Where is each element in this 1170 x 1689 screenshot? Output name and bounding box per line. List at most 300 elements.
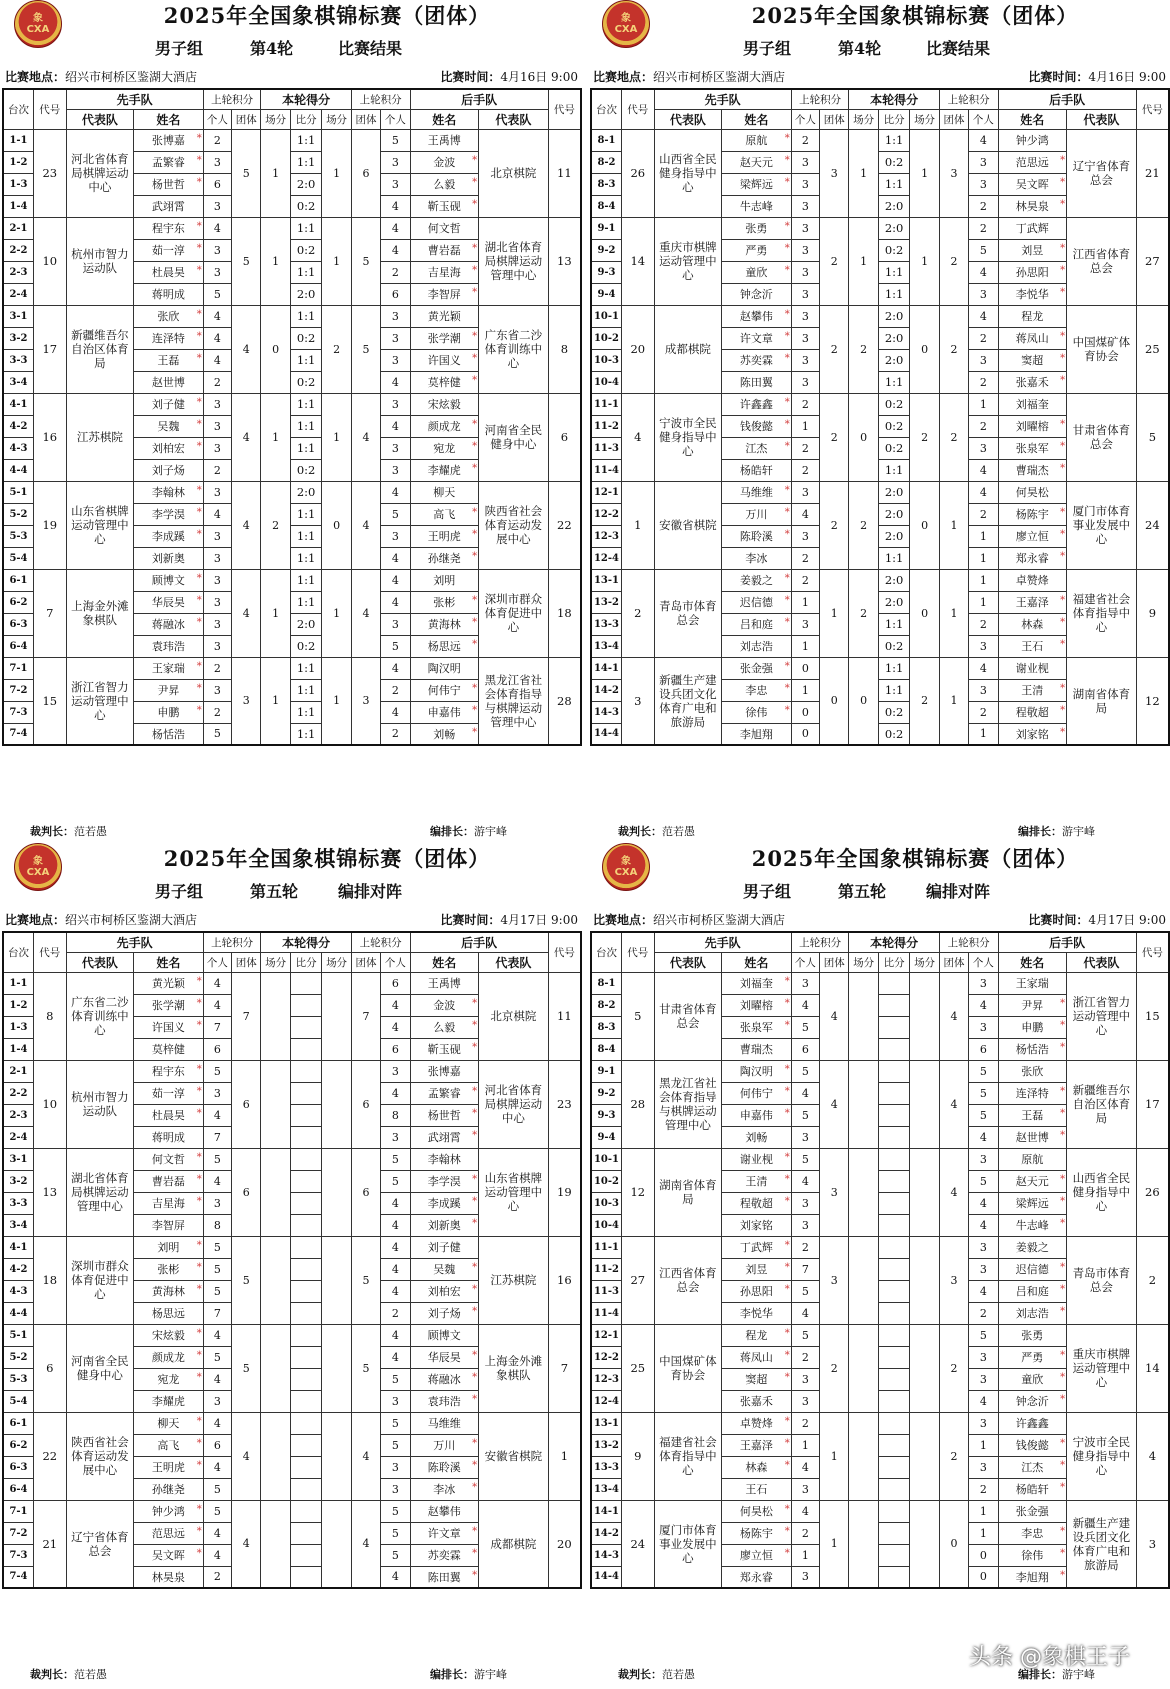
away-player: 张欣 xyxy=(998,1060,1067,1082)
mark: * xyxy=(472,374,478,386)
home-player: 江杰 * xyxy=(722,437,792,459)
table-number: 4-1 xyxy=(3,393,33,415)
board-score: 1:1 xyxy=(878,613,910,635)
home-code: 9 xyxy=(621,1412,654,1500)
mark: * xyxy=(784,220,790,232)
board-score xyxy=(290,1324,322,1346)
board-score xyxy=(878,1478,910,1500)
home-player: 茹一淳 * xyxy=(134,1082,204,1104)
home-code: 8 xyxy=(33,972,66,1060)
away-player: 武翊霄 * xyxy=(410,1126,479,1148)
home-code: 20 xyxy=(621,305,654,393)
away-player-points: 1 xyxy=(969,393,998,415)
away-team-points: 5 xyxy=(351,1324,380,1412)
away-player: 申嘉伟 * xyxy=(410,701,479,723)
mark: * xyxy=(784,1459,790,1471)
board-score: 1:1 xyxy=(290,393,322,415)
away-player-points: 3 xyxy=(969,173,998,195)
header-sub: 代表队 xyxy=(479,952,549,972)
mark: * xyxy=(1060,528,1066,540)
chief-arranger: 编排长：游宇峰 xyxy=(1018,825,1095,838)
away-team: 成都棋院 xyxy=(479,1500,549,1588)
table-number: 7-4 xyxy=(3,1566,33,1588)
home-player: 茹一淳 * xyxy=(134,239,204,261)
table-number: 7-4 xyxy=(3,723,33,745)
board-score: 1:1 xyxy=(878,261,910,283)
table-number: 7-3 xyxy=(3,701,33,723)
home-code: 13 xyxy=(33,1148,66,1236)
home-player: 何昊松 * xyxy=(722,1500,792,1522)
away-team: 青岛市体育总会 xyxy=(1067,1236,1137,1324)
table-row xyxy=(591,1412,1169,1434)
home-player: 许国义 * xyxy=(134,1016,204,1038)
table-number: 4-2 xyxy=(3,1258,33,1280)
away-code: 2 xyxy=(1136,1236,1169,1324)
away-match-points xyxy=(910,1412,939,1500)
header-sub: 代表队 xyxy=(1067,952,1137,972)
away-player-points: 3 xyxy=(381,151,410,173)
table-number: 14-1 xyxy=(591,1500,621,1522)
table-number: 13-1 xyxy=(591,1412,621,1434)
board-score xyxy=(878,1148,910,1170)
chief-arranger-name: 游宇峰 xyxy=(1062,825,1095,838)
away-code: 23 xyxy=(548,1060,581,1148)
home-player-points: 1 xyxy=(791,679,819,701)
mark: * xyxy=(784,154,790,166)
away-player-points: 4 xyxy=(381,217,410,239)
home-player: 王家瑞 * xyxy=(134,657,204,679)
away-player: 刘曜榕 * xyxy=(998,415,1067,437)
mark: * xyxy=(196,418,202,430)
board-score: 1:1 xyxy=(290,437,322,459)
home-player: 杨世哲 * xyxy=(134,173,204,195)
table-number: 12-4 xyxy=(591,547,621,569)
table-number: 11-1 xyxy=(591,393,621,415)
away-player-points: 3 xyxy=(381,437,410,459)
chief-arranger: 编排长：游宇峰 xyxy=(430,1668,507,1681)
header-this-round: 本轮得分 xyxy=(261,932,351,952)
mark: * xyxy=(784,1019,790,1031)
away-player-points: 5 xyxy=(969,1060,998,1082)
home-team: 深圳市群众体育促进中心 xyxy=(66,1236,133,1324)
match-time: 比赛时间：4月16日 9:00 xyxy=(1028,70,1166,84)
mark: * xyxy=(472,1129,478,1141)
table-number: 4-1 xyxy=(3,1236,33,1258)
away-player: 牛志峰 * xyxy=(998,1214,1067,1236)
away-code: 28 xyxy=(548,657,581,745)
away-player: 黄海林 * xyxy=(410,613,479,635)
away-player-points: 4 xyxy=(969,657,998,679)
away-player-points: 2 xyxy=(969,503,998,525)
venue-value: 绍兴市柯桥区鉴湖大酒店 xyxy=(653,913,786,927)
board-score: 1:1 xyxy=(290,547,322,569)
home-player-points: 4 xyxy=(203,1324,231,1346)
away-player: 靳玉砚 * xyxy=(410,195,479,217)
mark: * xyxy=(196,176,202,188)
kind-label: 比赛结果 xyxy=(926,39,991,58)
away-team-points: 6 xyxy=(351,1148,380,1236)
home-player: 曹岩磊 * xyxy=(134,1170,204,1192)
home-team: 上海金外滩象棋队 xyxy=(66,569,133,657)
away-match-points: 2 xyxy=(322,305,351,393)
home-player: 陈聆溪 * xyxy=(722,525,792,547)
home-team: 新疆生产建设兵团文化体育广电和旅游局 xyxy=(654,657,721,745)
away-match-points: 1 xyxy=(322,657,351,745)
home-player: 刘明 * xyxy=(134,1236,204,1258)
board-score: 0:2 xyxy=(290,327,322,349)
away-code: 11 xyxy=(548,129,581,217)
mark: * xyxy=(472,550,478,562)
away-team-points: 4 xyxy=(351,1500,380,1588)
board-score: 2:0 xyxy=(878,569,910,591)
table-number: 9-4 xyxy=(591,1126,621,1148)
chief-referee-name: 范若愚 xyxy=(662,825,695,838)
away-player: 童欣 * xyxy=(998,1368,1067,1390)
away-player-points: 1 xyxy=(969,1500,998,1522)
mark: * xyxy=(196,1173,202,1185)
chief-arranger: 编排长：游宇峰 xyxy=(430,825,507,838)
away-code: 26 xyxy=(1136,1148,1169,1236)
home-player: 刘昱 * xyxy=(722,1258,792,1280)
home-team: 宁波市全民健身指导中心 xyxy=(654,393,721,481)
away-team: 河南省全民健身中心 xyxy=(479,393,549,481)
table-number: 1-1 xyxy=(3,972,33,994)
table-row xyxy=(3,393,581,415)
home-match-points: 0 xyxy=(849,393,878,481)
mark: * xyxy=(784,975,790,987)
home-team: 甘肃省体育总会 xyxy=(654,972,721,1060)
away-player: 孙继尧 * xyxy=(410,547,479,569)
header-code: 代号 xyxy=(33,89,66,129)
mark: * xyxy=(472,638,478,650)
away-team-points: 3 xyxy=(351,657,380,745)
away-player-points: 3 xyxy=(381,349,410,371)
chief-arranger: 编排长：游宇峰 xyxy=(1018,1668,1095,1681)
away-player-points: 2 xyxy=(381,679,410,701)
away-player: 刘畅 * xyxy=(410,723,479,745)
home-player: 张泉军 * xyxy=(722,1016,792,1038)
cxa-logo-icon xyxy=(602,843,650,891)
away-team: 新疆生产建设兵团文化体育广电和旅游局 xyxy=(1067,1500,1137,1588)
header-sub: 代表队 xyxy=(66,109,133,129)
board-score: 2:0 xyxy=(878,481,910,503)
board-score xyxy=(290,1522,322,1544)
table-number: 14-4 xyxy=(591,1566,621,1588)
away-match-points: 2 xyxy=(910,657,939,745)
board-score xyxy=(290,1126,322,1148)
away-team-points: 2 xyxy=(939,305,968,393)
away-player: 么毅 * xyxy=(410,173,479,195)
home-player-points: 4 xyxy=(203,1456,231,1478)
mark: * xyxy=(1060,997,1066,1009)
home-player-points: 3 xyxy=(791,1390,819,1412)
mark: * xyxy=(1060,1041,1066,1053)
home-player: 陶汉明 * xyxy=(722,1060,792,1082)
home-player-points: 3 xyxy=(791,1478,819,1500)
away-team-points: 4 xyxy=(939,972,968,1060)
header-table-no: 台次 xyxy=(591,89,621,129)
away-team-points: 5 xyxy=(351,217,380,305)
mark: * xyxy=(1060,352,1066,364)
mark: * xyxy=(196,1239,202,1251)
away-player-points: 4 xyxy=(381,371,410,393)
home-player-points: 3 xyxy=(791,261,819,283)
table-number: 7-3 xyxy=(3,1544,33,1566)
away-player-points: 5 xyxy=(381,129,410,151)
home-code: 24 xyxy=(621,1500,654,1588)
board-score: 2:0 xyxy=(878,217,910,239)
table-number: 14-3 xyxy=(591,701,621,723)
mark: * xyxy=(784,528,790,540)
home-player-points: 4 xyxy=(203,503,231,525)
table-number: 10-1 xyxy=(591,305,621,327)
away-code: 19 xyxy=(548,1148,581,1236)
home-code: 27 xyxy=(621,1236,654,1324)
away-player: 孙思阳 * xyxy=(998,261,1067,283)
home-player-points: 0 xyxy=(791,657,819,679)
venue-value: 绍兴市柯桥区鉴湖大酒店 xyxy=(65,913,198,927)
table-number: 10-4 xyxy=(591,371,621,393)
away-player-points: 3 xyxy=(969,679,998,701)
away-team: 宁波市全民健身指导中心 xyxy=(1067,1412,1137,1500)
home-team: 福建省社会体育指导中心 xyxy=(654,1412,721,1500)
away-player-points: 3 xyxy=(969,972,998,994)
home-player: 华辰昊 * xyxy=(134,591,204,613)
table-row xyxy=(3,217,581,239)
sheet-title: 2025年全国象棋锦标赛（团体） xyxy=(751,3,1079,28)
away-team-points: 6 xyxy=(351,129,380,217)
mark: * xyxy=(1060,1481,1066,1493)
home-match-points xyxy=(849,1148,878,1236)
mark: * xyxy=(196,572,202,584)
away-player-points: 5 xyxy=(969,239,998,261)
away-player-points: 4 xyxy=(381,1016,410,1038)
results-sheet xyxy=(588,0,1170,843)
board-score xyxy=(878,1082,910,1104)
mark: * xyxy=(472,352,478,364)
home-player-points: 4 xyxy=(791,994,819,1016)
home-player-points: 5 xyxy=(791,1148,819,1170)
home-player: 高飞 * xyxy=(134,1434,204,1456)
table-row xyxy=(591,1060,1169,1082)
board-score: 0:2 xyxy=(878,635,910,657)
home-match-points: 2 xyxy=(849,569,878,657)
board-score: 2:0 xyxy=(290,283,322,305)
mark: * xyxy=(472,1547,478,1559)
away-match-points xyxy=(910,972,939,1060)
header-prev: 上轮积分 xyxy=(351,89,410,109)
header-home: 先手队 xyxy=(66,89,203,109)
table-row xyxy=(591,129,1169,151)
home-player: 钟少鸿 * xyxy=(134,1500,204,1522)
away-code: 16 xyxy=(548,1236,581,1324)
home-team: 辽宁省体育总会 xyxy=(66,1500,133,1588)
away-player: 刘昱 * xyxy=(998,239,1067,261)
table-row xyxy=(3,1236,581,1258)
away-player: 尹昇 * xyxy=(998,994,1067,1016)
cxa-logo-icon xyxy=(602,0,650,48)
home-player: 迟信德 * xyxy=(722,591,792,613)
away-player-points: 3 xyxy=(381,1390,410,1412)
board-score: 1:1 xyxy=(290,591,322,613)
mark: * xyxy=(784,1239,790,1251)
home-code: 28 xyxy=(621,1060,654,1148)
away-player-points: 4 xyxy=(969,481,998,503)
home-team-points: 4 xyxy=(820,972,849,1060)
away-match-points: 0 xyxy=(910,305,939,393)
table-number: 4-3 xyxy=(3,437,33,459)
away-player-points: 5 xyxy=(969,1104,998,1126)
table-number: 11-1 xyxy=(591,1236,621,1258)
mark: * xyxy=(196,1371,202,1383)
mark: * xyxy=(1060,1019,1066,1031)
home-player-points: 3 xyxy=(791,151,819,173)
away-player-points: 2 xyxy=(969,1478,998,1500)
home-match-points: 0 xyxy=(261,305,290,393)
home-player-points: 3 xyxy=(791,327,819,349)
home-code: 18 xyxy=(33,1236,66,1324)
table-number: 4-4 xyxy=(3,459,33,481)
away-team-points: 2 xyxy=(939,1412,968,1500)
home-match-points xyxy=(261,1060,290,1148)
away-player: 许文章 * xyxy=(410,1522,479,1544)
away-match-points xyxy=(910,1060,939,1148)
table-number: 1-4 xyxy=(3,195,33,217)
away-code: 9 xyxy=(1136,569,1169,657)
home-team-points: 5 xyxy=(232,1236,261,1324)
board-score xyxy=(290,1302,322,1324)
home-team-points: 4 xyxy=(232,305,261,393)
away-player-points: 3 xyxy=(969,1346,998,1368)
away-player-points: 1 xyxy=(969,591,998,613)
mark: * xyxy=(472,264,478,276)
home-player-points: 3 xyxy=(203,635,231,657)
board-score xyxy=(878,1368,910,1390)
sheet-title: 2025年全国象棋锦标赛（团体） xyxy=(163,3,491,28)
home-player: 杨思远 xyxy=(134,1302,204,1324)
home-match-points: 0 xyxy=(849,657,878,745)
away-player-points: 3 xyxy=(969,1016,998,1038)
away-player-points: 3 xyxy=(381,173,410,195)
home-team: 山东省棋牌运动管理中心 xyxy=(66,481,133,569)
away-player-points: 5 xyxy=(381,1170,410,1192)
mark: * xyxy=(196,1415,202,1427)
kind-label: 编排对阵 xyxy=(338,882,403,901)
board-score xyxy=(290,1390,322,1412)
home-player: 吉星海 * xyxy=(134,1192,204,1214)
mark: * xyxy=(196,594,202,606)
away-code: 7 xyxy=(548,1324,581,1412)
away-code: 6 xyxy=(548,393,581,481)
mark: * xyxy=(196,1151,202,1163)
mark: * xyxy=(472,1217,478,1229)
home-player-points: 3 xyxy=(791,283,819,305)
board-score: 1:1 xyxy=(290,503,322,525)
mark: * xyxy=(472,198,478,210)
home-player: 卓赞烽 * xyxy=(722,1412,792,1434)
round-label: 第五轮 xyxy=(838,882,887,901)
table-number: 11-3 xyxy=(591,1280,621,1302)
away-player-points: 3 xyxy=(969,151,998,173)
mark: * xyxy=(784,1261,790,1273)
header-sub: 个人 xyxy=(381,952,410,972)
home-player-points: 5 xyxy=(203,1346,231,1368)
home-player: 张博嘉 * xyxy=(134,129,204,151)
mark: * xyxy=(472,682,478,694)
board-score: 2:0 xyxy=(878,327,910,349)
board-score xyxy=(290,1236,322,1258)
venue-value: 绍兴市柯桥区鉴湖大酒店 xyxy=(65,70,198,84)
home-player: 程宇东 * xyxy=(134,217,204,239)
away-player-points: 5 xyxy=(381,1434,410,1456)
mark: * xyxy=(196,330,202,342)
table-number: 10-4 xyxy=(591,1214,621,1236)
mark: * xyxy=(1060,330,1066,342)
away-player: 许国义 * xyxy=(410,349,479,371)
mark: * xyxy=(196,1437,202,1449)
away-player: 李成蹊 * xyxy=(410,1192,479,1214)
table-number: 8-2 xyxy=(591,151,621,173)
home-player-points: 4 xyxy=(791,503,819,525)
table-number: 1-2 xyxy=(3,151,33,173)
table-number: 9-3 xyxy=(591,1104,621,1126)
home-match-points: 2 xyxy=(261,481,290,569)
away-player-points: 3 xyxy=(969,349,998,371)
mark: * xyxy=(784,1503,790,1515)
away-player: 杨世哲 * xyxy=(410,1104,479,1126)
home-player-points: 3 xyxy=(791,525,819,547)
board-score: 1:1 xyxy=(878,283,910,305)
table-number: 9-1 xyxy=(591,217,621,239)
away-player-points: 4 xyxy=(381,1214,410,1236)
away-code: 13 xyxy=(548,217,581,305)
results-sheet xyxy=(0,0,584,843)
away-player-points: 6 xyxy=(969,1038,998,1060)
board-score: 0:2 xyxy=(290,195,322,217)
mark: * xyxy=(472,616,478,628)
home-player: 刘曜榕 * xyxy=(722,994,792,1016)
home-player-points: 8 xyxy=(203,1214,231,1236)
away-player-points: 4 xyxy=(969,129,998,151)
mark: * xyxy=(1060,1459,1066,1471)
away-match-points xyxy=(322,972,351,1060)
header-home: 先手队 xyxy=(654,89,791,109)
home-player: 申鹏 * xyxy=(134,701,204,723)
match-time-value: 4月16日 9:00 xyxy=(1088,70,1166,84)
board-score xyxy=(878,1236,910,1258)
table-number: 3-4 xyxy=(3,371,33,393)
mark: * xyxy=(784,176,790,188)
table-number: 12-3 xyxy=(591,525,621,547)
mark: * xyxy=(784,594,790,606)
header-code: 代号 xyxy=(548,89,581,129)
home-player-points: 3 xyxy=(203,393,231,415)
header-sub: 团体 xyxy=(351,109,380,129)
mark: * xyxy=(472,1305,478,1317)
home-team: 湖北省体育局棋牌运动管理中心 xyxy=(66,1148,133,1236)
home-team-points: 0 xyxy=(820,657,849,745)
mark: * xyxy=(1060,1547,1066,1559)
board-score: 2:0 xyxy=(878,525,910,547)
away-player-points: 2 xyxy=(969,371,998,393)
home-team: 浙江省智力运动管理中心 xyxy=(66,657,133,745)
away-team-points: 4 xyxy=(939,1060,968,1148)
away-team-points: 3 xyxy=(939,1236,968,1324)
away-player-points: 4 xyxy=(969,1126,998,1148)
home-team: 成都棋院 xyxy=(654,305,721,393)
home-player-points: 5 xyxy=(791,1060,819,1082)
mark: * xyxy=(1060,1085,1066,1097)
